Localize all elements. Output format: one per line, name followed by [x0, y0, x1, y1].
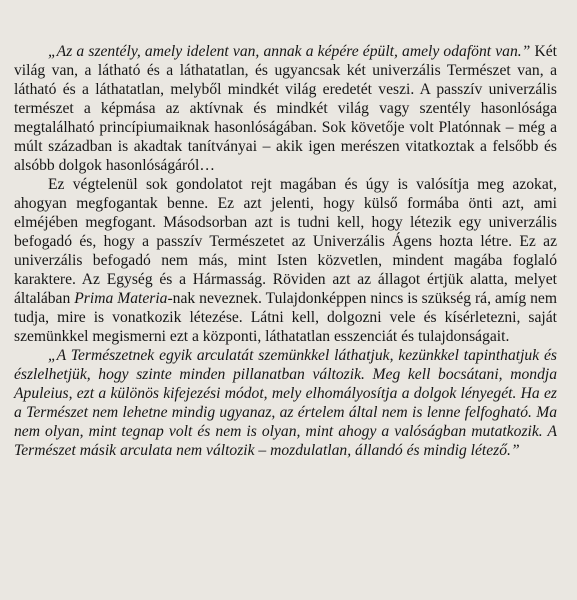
opening-quote: „Az a szentély, amely idelent van, annak a képére épült, amely odafönt van.”	[48, 43, 531, 60]
paragraph-prima-materia-text-start: Ez végtelenül sok gondolatot rejt magában és úgy is valósítja meg azokat, ahogyan megfogantak benne. Ez azt jelenti, hogy külső formába önti azt, ami elméjében megfogant. Másodsorban azt is tudni kell, hogy létezik egy univerzális befogadó és, hogy a passzív Természetet az Univerzális Ágens hozta létre. Ez az univerzális befogadó nem más, mint Isten közvetlen, mindent magába foglaló karaktere. Az Egység és a Hármasság. Röviden azt az állagot értjük alatta, melyet általában	[14, 176, 557, 307]
apuleius-quote: „A Természetnek egyik arculatát szemünkkel láthatjuk, kezünkkel tapinthatjuk és észlelhetjük, hogy szinte minden pillanatban változik. Meg kell bocsátani, mondja Apuleius, ezt a különös kifejezési módot, mely elhomályosítja a dolgok lényegét. Ha ez a Természet nem lehetne mindig ugyanaz, az értelem által nem is lenne felfogható. Ma nem olyan, mint tegnap volt és nem is olyan, mint ahogy a valóságban mutatkozik. A Természet másik arculata nem változik – mozdulatlan, állandó és mindig létező.”	[14, 347, 557, 459]
paragraph-prima-materia-text-end: -nak neveznek. Tulajdonképpen nincs is szükség rá, amíg nem tudja, mire is vonatkozik létezése. Látni kell, dolgozni vele és kísérletezni, saját szemünkkel megismerni ezt a központi, láthatatlan esszenciát és tulajdonságait.	[14, 290, 557, 345]
prima-materia-term: Prima Materia	[74, 290, 168, 307]
paragraph-sanctuary-text: Két világ van, a látható és a láthatatlan, és ugyancsak két univerzális Természet van, a látható és a láthatatlan, melyből mindkét világ eredetét veszi. A passzív univerzális természet a képmása az aktívnak és mindkét világ vagy szentély hasonlósága megtalálható princípiumaiknak hasonlóságában. Sok követője volt Platónnak – még a múlt században is akadtak tanítványai – akik igen merészen vitatkoztak a felsőbb és alsóbb dolgok hasonlóságáról…	[14, 43, 557, 174]
paragraph-prima-materia	[14, 175, 557, 346]
paragraph-sanctuary	[14, 42, 557, 175]
